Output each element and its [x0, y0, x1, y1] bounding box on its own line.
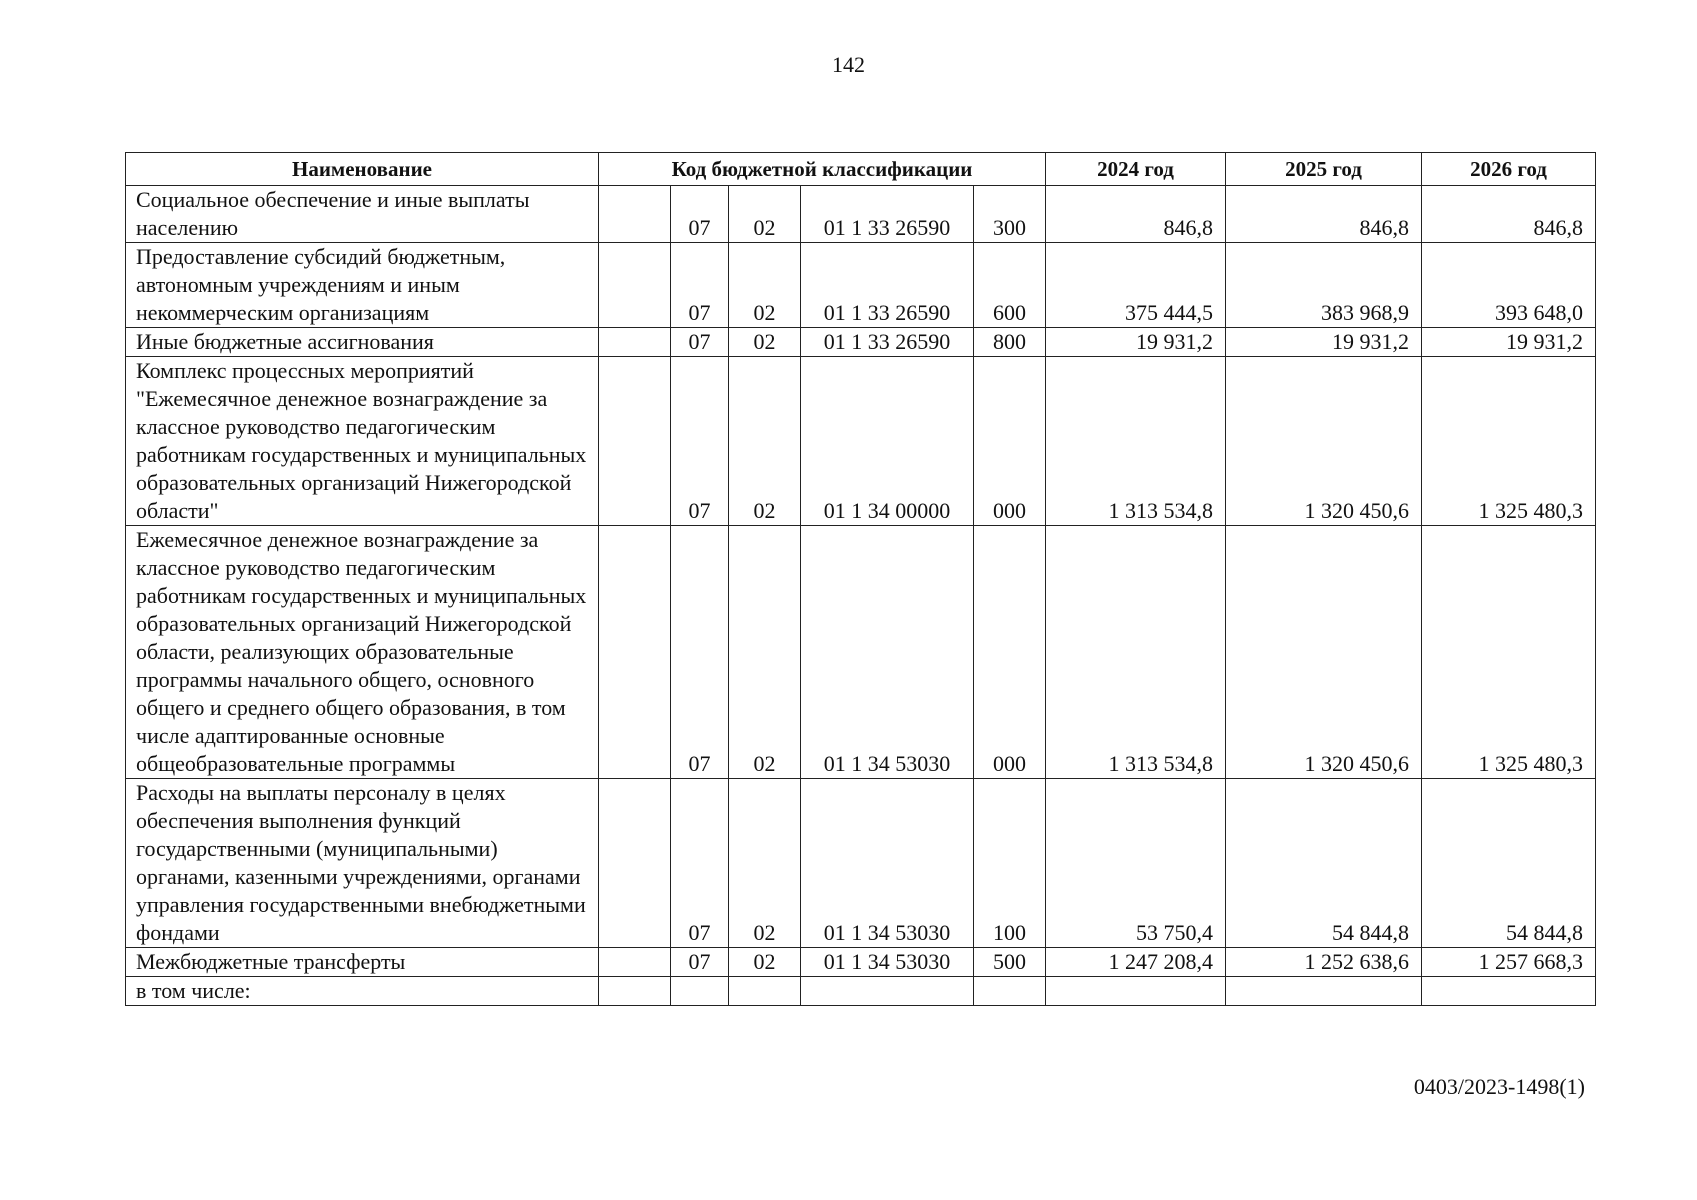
code-target-article: 01 1 34 53030: [801, 779, 974, 948]
code-expense-type: [974, 977, 1046, 1006]
value-2024: 1 313 534,8: [1046, 526, 1226, 779]
code-target-article: 01 1 34 53030: [801, 948, 974, 977]
document-registration-number: 0403/2023-1498(1): [1413, 1074, 1585, 1099]
code-col-1: [599, 186, 671, 243]
code-section: 07: [671, 328, 729, 357]
value-2026: 54 844,8: [1422, 779, 1596, 948]
code-expense-type: 500: [974, 948, 1046, 977]
code-target-article: 01 1 33 26590: [801, 328, 974, 357]
code-section: 07: [671, 243, 729, 328]
row-name: Социальное обеспечение и иные выплаты населению: [126, 186, 599, 243]
code-col-1: [599, 357, 671, 526]
header-row: [126, 153, 1596, 186]
value-2024: 53 750,4: [1046, 779, 1226, 948]
code-subsection: 02: [729, 186, 801, 243]
header-year-2025: 2025 год: [1226, 153, 1422, 186]
budget-table: [125, 152, 1596, 1006]
row-name: Межбюджетные трансферты: [126, 948, 599, 977]
code-expense-type: 000: [974, 357, 1046, 526]
header-year-2024: 2024 год: [1046, 153, 1226, 186]
value-2025: 1 320 450,6: [1226, 526, 1422, 779]
header-name: Наименование: [126, 153, 599, 186]
code-expense-type: 800: [974, 328, 1046, 357]
page-number: 142: [832, 52, 865, 77]
row-name: Ежемесячное денежное вознаграждение за классное руководство педагогическим работникам государственных и муниципальных образовательных организаций Нижегородской области, реализующих образовательные программы начального общего, основного общего и среднего общего образования, в том числе адаптированные основные общеобразовательные программы: [126, 526, 599, 779]
code-expense-type: 600: [974, 243, 1046, 328]
value-2024: 1 313 534,8: [1046, 357, 1226, 526]
code-col-1: [599, 977, 671, 1006]
code-target-article: [801, 977, 974, 1006]
code-section: 07: [671, 526, 729, 779]
table-row: [126, 779, 1596, 948]
row-name: Расходы на выплаты персоналу в целях обеспечения выполнения функций государственными (муниципальными) органами, казенными учреждениями, органами управления государственными внебюджетными фондами: [126, 779, 599, 948]
table-row: [126, 243, 1596, 328]
header-year-2026: 2026 год: [1422, 153, 1596, 186]
code-col-1: [599, 243, 671, 328]
value-2026: 393 648,0: [1422, 243, 1596, 328]
code-col-1: [599, 328, 671, 357]
table-row: [126, 526, 1596, 779]
code-subsection: 02: [729, 328, 801, 357]
code-expense-type: 100: [974, 779, 1046, 948]
value-2026: 1 257 668,3: [1422, 948, 1596, 977]
header-budget-code: Код бюджетной классификации: [599, 153, 1046, 186]
code-col-1: [599, 526, 671, 779]
value-2026: 1 325 480,3: [1422, 357, 1596, 526]
table-row: [126, 186, 1596, 243]
value-2025: 383 968,9: [1226, 243, 1422, 328]
table-row: [126, 948, 1596, 977]
value-2026: 846,8: [1422, 186, 1596, 243]
row-name: Комплекс процессных мероприятий "Ежемесячное денежное вознаграждение за классное руководство педагогическим работникам государственных и муниципальных образовательных организаций Нижегородской области": [126, 357, 599, 526]
value-2026: 19 931,2: [1422, 328, 1596, 357]
value-2024: [1046, 977, 1226, 1006]
code-subsection: 02: [729, 526, 801, 779]
value-2024: 1 247 208,4: [1046, 948, 1226, 977]
value-2025: 54 844,8: [1226, 779, 1422, 948]
code-subsection: 02: [729, 948, 801, 977]
value-2026: [1422, 977, 1596, 1006]
code-target-article: 01 1 33 26590: [801, 243, 974, 328]
code-subsection: 02: [729, 779, 801, 948]
value-2025: 846,8: [1226, 186, 1422, 243]
row-name: в том числе:: [126, 977, 599, 1006]
value-2025: 19 931,2: [1226, 328, 1422, 357]
code-section: 07: [671, 357, 729, 526]
value-2026: 1 325 480,3: [1422, 526, 1596, 779]
value-2024: 846,8: [1046, 186, 1226, 243]
code-target-article: 01 1 34 00000: [801, 357, 974, 526]
code-expense-type: 300: [974, 186, 1046, 243]
table-row: [126, 977, 1596, 1006]
row-name: Предоставление субсидий бюджетным, автономным учреждениям и иным некоммерческим организациям: [126, 243, 599, 328]
code-expense-type: 000: [974, 526, 1046, 779]
code-col-1: [599, 948, 671, 977]
value-2024: 19 931,2: [1046, 328, 1226, 357]
value-2024: 375 444,5: [1046, 243, 1226, 328]
value-2025: 1 320 450,6: [1226, 357, 1422, 526]
code-subsection: [729, 977, 801, 1006]
code-subsection: 02: [729, 357, 801, 526]
code-section: 07: [671, 779, 729, 948]
code-col-1: [599, 779, 671, 948]
code-section: 07: [671, 186, 729, 243]
code-section: 07: [671, 948, 729, 977]
value-2025: 1 252 638,6: [1226, 948, 1422, 977]
value-2025: [1226, 977, 1422, 1006]
code-subsection: 02: [729, 243, 801, 328]
code-target-article: 01 1 34 53030: [801, 526, 974, 779]
table-row: [126, 357, 1596, 526]
row-name: Иные бюджетные ассигнования: [126, 328, 599, 357]
code-section: [671, 977, 729, 1006]
table-row: [126, 328, 1596, 357]
code-target-article: 01 1 33 26590: [801, 186, 974, 243]
